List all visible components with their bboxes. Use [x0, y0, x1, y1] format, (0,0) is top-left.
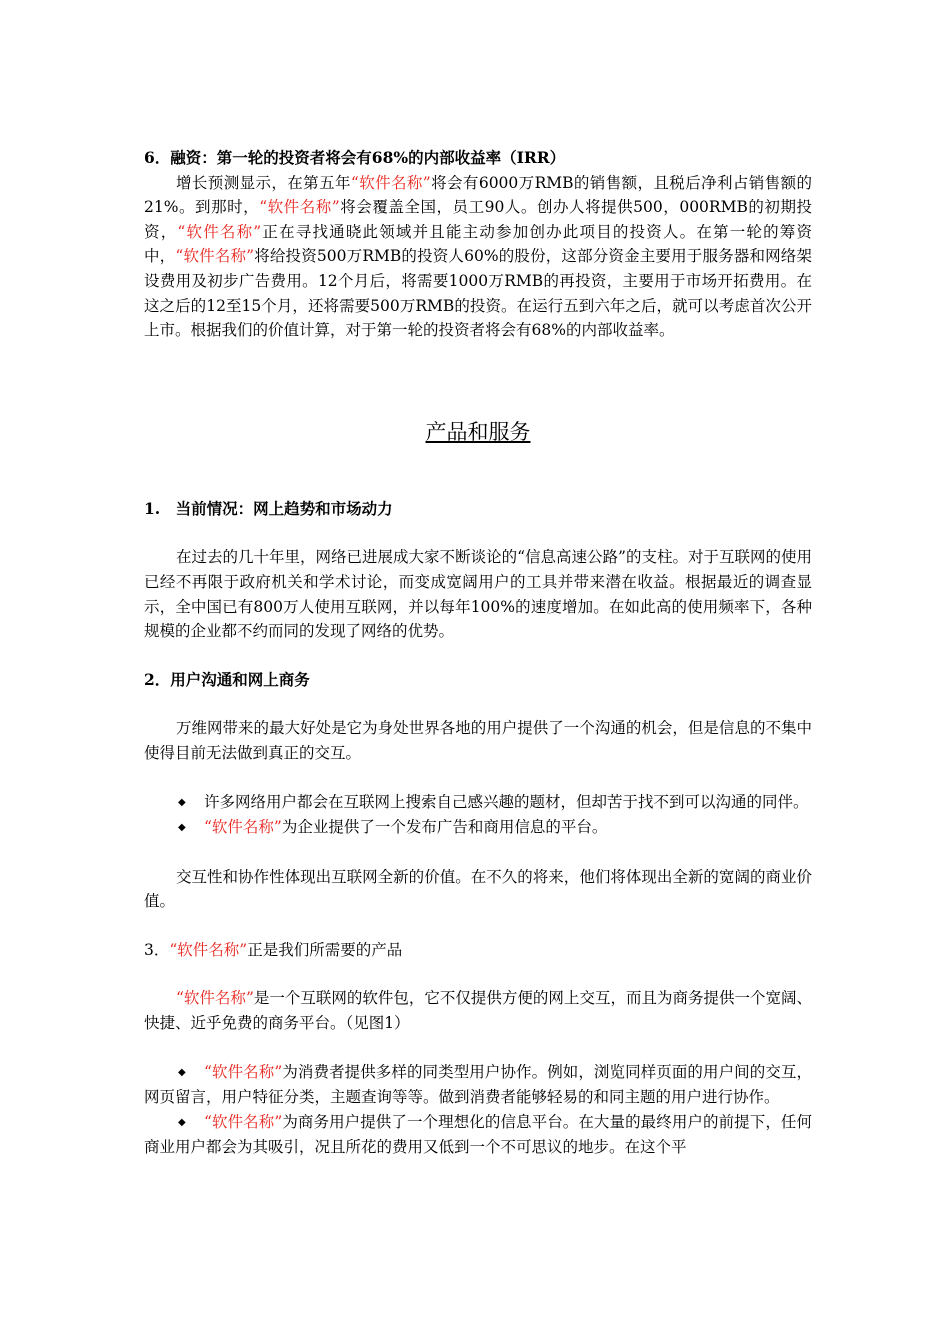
s2-paragraph: 万维网带来的最大好处是它为身处世界各地的用户提供了一个沟通的机会，但是信息的不集中使得目前无法做到真正的交互。	[144, 719, 812, 762]
paragraph-text: 将会覆盖全国，员工90人。创办人将提供500，000RMB的初期投资，	[144, 198, 813, 241]
bullet-text: 为企业提供了一个发布广告和商用信息的平台。	[281, 818, 608, 837]
product-name: “软件名称”	[169, 940, 248, 959]
product-name: “软件名称”	[259, 198, 340, 217]
bullet-icon: ◆	[178, 822, 186, 834]
s2-heading: 2．用户沟通和网上商务	[144, 669, 310, 689]
s3-heading-text: 正是我们所需要的产品	[247, 940, 403, 959]
product-name: “软件名称”	[175, 247, 255, 266]
s3-paragraph-text: 是一个互联网的软件包，它不仅提供方便的网上交互，而且为商务提供一个宽阔、快捷、近乎免费的商务平台。（见图1）	[144, 989, 812, 1033]
bullet-icon: ◆	[178, 1116, 186, 1128]
product-name: “软件名称”	[204, 1112, 283, 1131]
product-name: “软件名称”	[204, 1062, 283, 1081]
product-name: “软件名称”	[176, 989, 254, 1008]
product-name: “软件名称”	[177, 222, 262, 241]
paragraph-text: 将给投资500万RMB的投资人60%的股份，这部分资金主要用于服务器和网络架设费用及初步广告费用。12个月后，将需要1000万RMB的再投资，主要用于市场开拓费用。在这之后的12至15个月，还将需要500万RMB的投资。在运行五到六年之后，就可以考虑首次公开上市。根据我们的价值计算，对于第一轮的投资者将会有68%的内部收益率。	[144, 247, 812, 340]
bullet-text: 许多网络用户都会在互联网上搜索自己感兴趣的题材，但却苦于找不到可以沟通的同伴。	[204, 792, 809, 811]
s1-heading: 1. 当前情况：网上趋势和市场动力	[144, 498, 393, 518]
s3-bullet-1	[144, 1060, 812, 1110]
paragraph-text: 增长预测显示，在第五年	[176, 173, 351, 192]
s3-heading-number: 3．	[144, 940, 170, 959]
s1-paragraph: 在过去的几十年里，网络已进展成大家不断谈论的“信息高速公路”的支柱。对于互联网的使用已经不再限于政府机关和学术讨论，而变成宽阔用户的工具并带来潜在收益。根据最近的调查显示，全中国已有800万人使用互联网，并以每年100%的速度增加。在如此高的使用频率下，各种规模的企业都不约而同的发现了网络的优势。	[144, 548, 812, 641]
s2-bullet-2	[144, 815, 812, 841]
s2-bullet-1	[144, 790, 812, 816]
s3-paragraph	[144, 986, 812, 1035]
bullet-text: 为消费者提供多样的同类型用户协作。例如，浏览同样页面的用户间的交互，网页留言，用户特征分类，主题查询等等。做到消费者能够轻易的和同主题的用户进行协作。	[144, 1062, 812, 1107]
financing-paragraph	[144, 171, 812, 343]
bullet-icon: ◆	[178, 796, 186, 808]
section-title: 产品和服务	[425, 419, 531, 444]
product-name: “软件名称”	[204, 818, 282, 837]
product-name: “软件名称”	[350, 173, 431, 192]
paragraph-text: 正在寻找通晓此领域并且能主动参加创办此项目的投资人。在第一轮的筹资中，	[144, 222, 812, 266]
bullet-text: 为商务用户提供了一个理想化的信息平台。在大量的最终用户的前提下，任何商业用户都会为其吸引，况且所花的费用又低到一个不可思议的地步。在这个平	[144, 1112, 812, 1157]
s2-paragraph-2: 交互性和协作性体现出互联网全新的价值。在不久的将来，他们将体现出全新的宽阔的商业价值。	[144, 867, 812, 911]
s3-heading	[144, 938, 812, 963]
paragraph-text: 将会有6000万RMB的销售额，且税后净利占销售额的21%。到那时，	[144, 173, 812, 217]
s3-bullet-2	[144, 1110, 812, 1160]
financing-heading: 6．融资：第一轮的投资者将会有68%的内部收益率（IRR）	[144, 148, 566, 167]
document-page	[144, 146, 812, 1160]
bullet-icon: ◆	[178, 1066, 186, 1078]
